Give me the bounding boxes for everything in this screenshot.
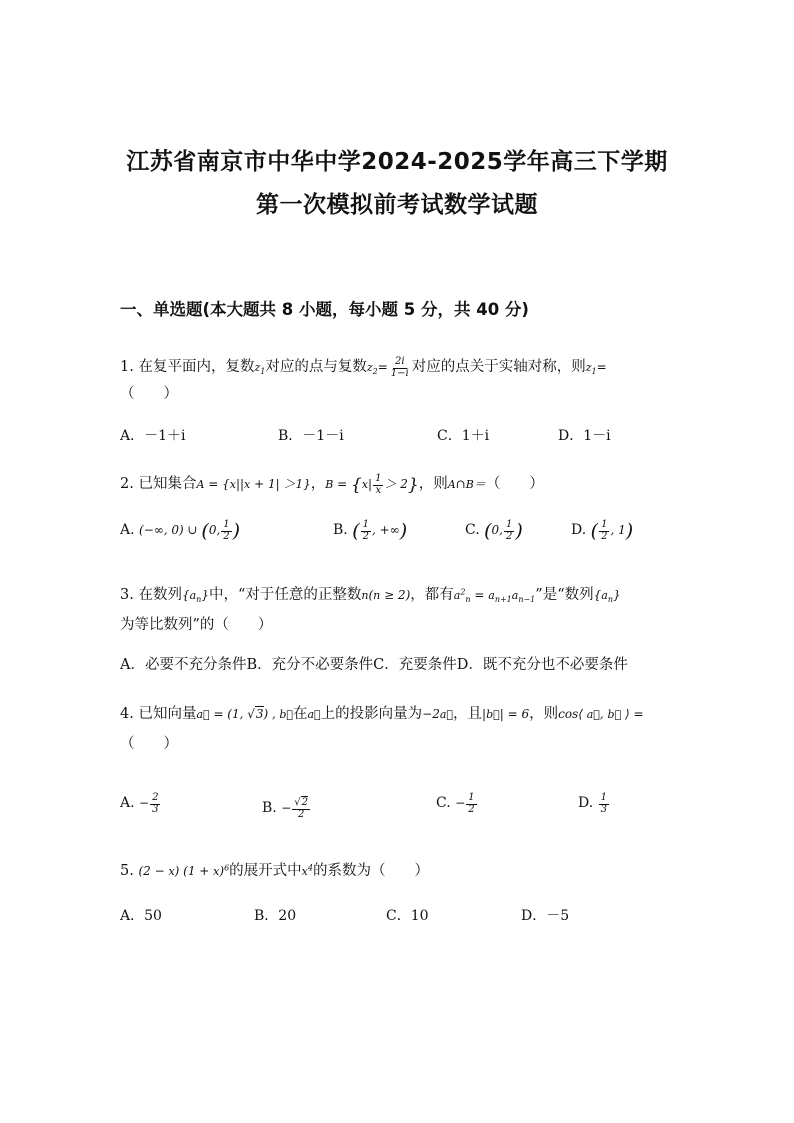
- question-1-option-d: D．1－i: [558, 428, 611, 444]
- question-4-option-a: [120, 793, 161, 815]
- math-cos-angle: cos⟨ a⃗, b⃗ ⟩ =: [558, 707, 644, 721]
- question-5-option-b: B．20: [254, 908, 297, 924]
- math-z1: $z_1$: [254, 361, 266, 377]
- question-text: 对应的点关于实轴对称，则: [411, 359, 586, 375]
- question-3-option-d: D．既不充分也不必要条件: [456, 657, 628, 673]
- question-2-stem: [120, 472, 544, 496]
- option-label: C.: [436, 795, 451, 811]
- question-1-option-b: B．－1－i: [278, 428, 344, 444]
- question-number: 3.: [120, 587, 134, 603]
- question-text: ”是“数列: [535, 587, 594, 603]
- question-text: 在复平面内，复数: [138, 359, 255, 375]
- math-n-ge-2: n(n ≥ 2): [361, 588, 411, 602]
- question-text: 已知集合: [138, 476, 197, 492]
- math-option-a: − $\frac{2}{3}$: [139, 792, 159, 815]
- question-4-blank: （ ）: [120, 736, 178, 752]
- document-title-line-1: 江苏省南京市中华中学2024-2025学年高三下学期: [126, 149, 668, 175]
- question-text: 在: [293, 706, 308, 722]
- math-intersection: A∩B＝: [447, 477, 486, 491]
- math-set-b: B = {x| $\frac{1}{x}$ ＞ 2}: [325, 473, 419, 496]
- math-binomial-product: (2 − x) $(1 + x)^6$: [138, 863, 230, 878]
- question-3-stem-cont: 为等比数列”的（ ）: [120, 617, 273, 633]
- math-sequence-an: $\{a_n\}$: [593, 588, 621, 605]
- option-label: D.: [571, 522, 587, 538]
- question-3-option-b: B．充分不必要条件: [246, 657, 374, 673]
- question-blank: （ ）: [485, 476, 544, 492]
- question-number: 4.: [120, 706, 134, 722]
- question-5-option-a: A．50: [120, 908, 162, 924]
- question-text: ，则: [529, 706, 559, 722]
- option-label: A.: [120, 795, 135, 811]
- question-text: ，且: [453, 706, 483, 722]
- question-text: 在数列: [138, 587, 182, 603]
- question-text: 的展开式中: [229, 863, 302, 879]
- math-set-a: A = {x||x + 1| ＞1}: [196, 477, 311, 491]
- math-option-a: (−∞, 0) ∪ (0, $\frac{1}{2}$ ): [139, 519, 241, 542]
- math-option-d: ( $\frac{1}{2}$ , 1): [590, 519, 634, 542]
- option-label: B.: [262, 800, 277, 816]
- question-text: 中，“对于任意的正整数: [208, 587, 362, 603]
- question-number: 5.: [120, 863, 134, 879]
- question-3-option-a: A．必要不充分条件: [120, 657, 247, 673]
- math-z2-expression: $z_2=$ $\frac{2i}{1-i}$: [366, 356, 409, 379]
- math-option-c: (0, $\frac{1}{2}$ ): [484, 519, 523, 542]
- question-text: 已知向量: [138, 706, 197, 722]
- question-1-stem: [120, 355, 607, 379]
- math-option-b: ( $\frac{1}{2}$ , +∞): [352, 519, 408, 542]
- question-text: ，则: [418, 476, 448, 492]
- question-text: 对应的点与复数: [265, 359, 367, 375]
- question-5-option-c: C．10: [386, 908, 429, 924]
- math-z1-equals: $z_1=$: [585, 360, 607, 377]
- question-text: ，都有: [410, 587, 454, 603]
- question-3-options: [120, 653, 628, 674]
- question-2-option-c: [465, 520, 523, 542]
- question-1-option-c: C．1＋i: [437, 428, 490, 444]
- option-label: A.: [120, 522, 135, 538]
- question-4-option-c: [436, 793, 478, 815]
- question-4-stem: [120, 702, 644, 723]
- question-1-option-a: A．－1＋i: [120, 428, 186, 444]
- math-vector-a: a⃗ = (1, √3) , b⃗: [196, 707, 293, 721]
- question-text: 的系数为（ ）: [312, 863, 429, 879]
- question-5-option-d: D．－5: [521, 908, 570, 924]
- math-option-b: − $\frac{√2}{2}$: [281, 797, 309, 820]
- question-number: 1.: [120, 359, 134, 375]
- option-label: B.: [333, 522, 348, 538]
- math-sequence-an: $\{a_n\}$: [181, 588, 209, 605]
- option-label: D.: [578, 795, 594, 811]
- question-text: ，: [310, 476, 326, 492]
- math-option-c: − $\frac{1}{2}$: [455, 792, 475, 815]
- math-projection: −2a⃗: [422, 707, 454, 721]
- section-heading-single-choice: 一、单选题(本大题共 8 小题，每小题 5 分，共 40 分): [120, 300, 529, 319]
- question-text: 上的投影向量为: [320, 706, 423, 722]
- question-1-blank: （ ）: [120, 386, 178, 402]
- math-option-d: $\frac{1}{3}$: [600, 792, 608, 815]
- question-2-option-b: [333, 520, 407, 542]
- question-4-option-d: [578, 793, 610, 815]
- question-4-option-b: [262, 798, 311, 820]
- question-2-option-a: [120, 520, 240, 542]
- math-recurrence: $a^2_n = a_{n+1}a_{n-1}$: [453, 587, 536, 605]
- math-norm-b: |b⃗| = 6: [482, 707, 530, 721]
- question-5-stem: [120, 859, 429, 880]
- question-number: 2.: [120, 476, 134, 492]
- question-2-option-d: [571, 520, 633, 542]
- question-3-option-c: C．充要条件: [373, 657, 457, 673]
- math-x4: $x^4$: [301, 863, 313, 878]
- option-label: C.: [465, 522, 480, 538]
- document-title-line-2: 第一次模拟前考试数学试题: [256, 192, 538, 218]
- question-3-stem: [120, 583, 621, 604]
- math-vector-a-ref: a⃗: [307, 708, 321, 721]
